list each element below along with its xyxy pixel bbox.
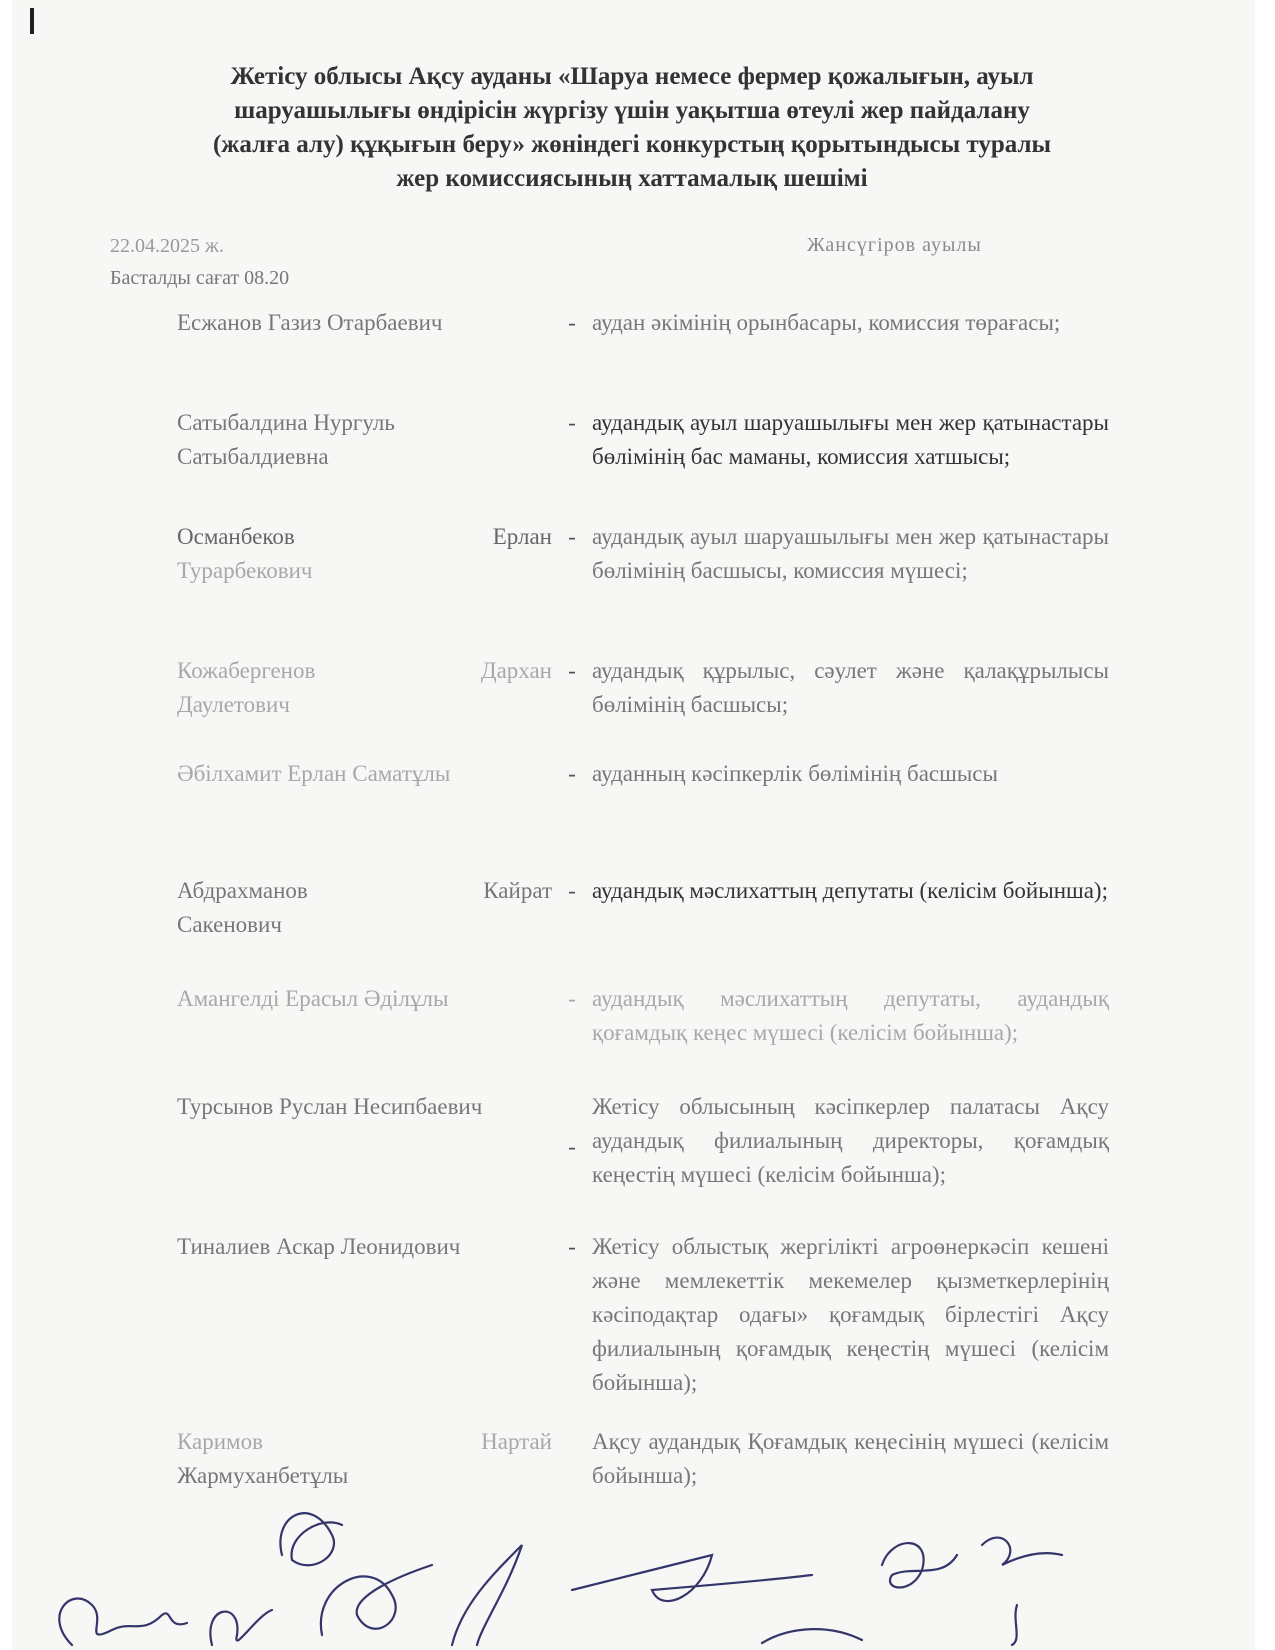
document-place: Жансүгіров ауылы xyxy=(807,234,982,256)
member-name-line: Сатыбалдина Нургуль xyxy=(177,410,395,435)
member-name-line: Есжанов Газиз Отарбаевич xyxy=(177,310,443,335)
signature-mark xyxy=(882,1543,957,1587)
member-role: Жетісу облысының кәсіпкерлер палатасы Ақсу аудандық филиалының директоры, қоғамдық кеңестің мүшесі (келісім бойынша); xyxy=(592,1094,1109,1187)
member-name-line: Сатыбалдиевна xyxy=(177,444,329,469)
member-row xyxy=(177,406,1109,474)
title-line: жер комиссиясының хаттамалық шешімі xyxy=(396,165,868,192)
member-row xyxy=(177,757,1109,791)
member-name-line: Тиналиев Аскар Леонидович xyxy=(177,1234,461,1259)
member-dash: - xyxy=(568,986,576,1011)
start-time: Басталды сағат 08.20 xyxy=(110,267,290,289)
member-name-line: Турсынов Руслан Несипбаевич xyxy=(177,1094,483,1119)
signature-mark xyxy=(1012,1605,1017,1645)
member-row xyxy=(177,520,1109,588)
signature-mark xyxy=(762,1629,862,1643)
signature-mark xyxy=(452,1545,522,1645)
member-dash: - xyxy=(568,658,576,683)
handwritten-signatures xyxy=(12,1495,1255,1650)
title-line: Жетісу облысы Ақсу ауданы «Шаруа немесе фермер қожалығын, ауыл xyxy=(230,63,1034,90)
member-name-line: Әбілхамит Ерлан Саматұлы xyxy=(177,761,451,786)
member-name xyxy=(177,874,552,942)
signature-mark xyxy=(572,1555,812,1601)
member-name-line: Каримов Нартай xyxy=(177,1429,552,1454)
member-name xyxy=(177,520,552,588)
member-role: аудан әкімінің орынбасары, комиссия төрағасы; xyxy=(592,310,1061,335)
member-role: аудандық ауыл шаруашылығы мен жер қатынастары бөлімінің басшысы, комиссия мүшесі; xyxy=(592,524,1109,583)
member-name-line: Турарбекович xyxy=(177,558,313,583)
member-name-line: Сакенович xyxy=(177,912,282,937)
member-dash: - xyxy=(568,1234,576,1259)
signature-mark xyxy=(321,1565,432,1635)
member-dash: - xyxy=(568,410,576,435)
scan-edge-mark xyxy=(30,8,34,34)
member-dash: - xyxy=(568,310,576,335)
title-line: (жалға алу) құқығын беру» жөніндегі конкурстың қорытындысы туралы xyxy=(212,131,1052,158)
signature-mark xyxy=(59,1599,187,1645)
member-row xyxy=(177,306,1109,340)
member-name-line: Жармуханбетұлы xyxy=(177,1463,349,1488)
member-name-line: Абдрахманов Кайрат xyxy=(177,878,552,903)
member-name xyxy=(177,306,552,340)
date-time-block xyxy=(110,230,289,294)
signatures-row xyxy=(12,1495,1255,1650)
member-row xyxy=(177,1230,1109,1400)
member-row xyxy=(177,874,1109,942)
member-dash: - xyxy=(568,1134,576,1159)
member-name-line: Кожабергенов Дархан xyxy=(177,658,552,683)
member-role: аудандық құрылыс, сәулет және қалақұрылысы бөлімінің басшысы; xyxy=(592,658,1109,717)
member-role: Ақсу аудандық Қоғамдық кеңесінің мүшесі (келісім бойынша); xyxy=(592,1429,1109,1488)
member-role: аудандық мәслихаттың депутаты, аудандық қоғамдық кеңес мүшесі (келісім бойынша); xyxy=(592,986,1109,1045)
member-dash: - xyxy=(568,524,576,549)
signature-mark xyxy=(982,1538,1062,1565)
member-name xyxy=(177,1090,552,1192)
member-name-line: Даулетович xyxy=(177,692,290,717)
member-role: ауданның кәсіпкерлік бөлімінің басшысы xyxy=(592,761,998,786)
document-page xyxy=(12,0,1255,1650)
member-dash: - xyxy=(568,761,576,786)
member-dash: - xyxy=(568,878,576,903)
member-name xyxy=(177,654,552,722)
member-name-line: Османбеков Ерлан xyxy=(177,524,552,549)
member-role: аудандық ауыл шаруашылығы мен жер қатынастары бөлімінің бас маманы, комиссия хатшысы; xyxy=(592,410,1109,469)
member-name-line: Амангелді Ерасыл Әділұлы xyxy=(177,986,449,1011)
member-role: Жетісу облыстық жергілікті агроөнеркәсіп кешені және мемлекеттік мекемелер қызметкерлерінің кәсіподақтар одағы» қоғамдық бірлестігі Ақсу филиалының қоғамдық кеңестің мүшесі (келісім бойынша); xyxy=(592,1234,1109,1395)
member-row xyxy=(177,982,1109,1050)
member-row xyxy=(177,1090,1109,1192)
signature-mark xyxy=(210,1610,272,1645)
member-name xyxy=(177,406,552,474)
signature-mark xyxy=(280,1513,342,1565)
member-dash xyxy=(552,1425,592,1493)
member-name xyxy=(177,1425,552,1493)
member-role: аудандық мәслихаттың депутаты (келісім бойынша); xyxy=(592,878,1108,903)
member-name xyxy=(177,982,552,1050)
document-date: 22.04.2025 ж. xyxy=(110,235,224,257)
member-name xyxy=(177,1230,552,1400)
member-row xyxy=(177,654,1109,722)
title-line: шаруашылығы өндірісін жүргізу үшін уақытша өтеулі жер пайдалану xyxy=(234,97,1030,124)
document-title xyxy=(132,60,1132,196)
member-row xyxy=(177,1425,1109,1493)
member-name xyxy=(177,757,552,791)
